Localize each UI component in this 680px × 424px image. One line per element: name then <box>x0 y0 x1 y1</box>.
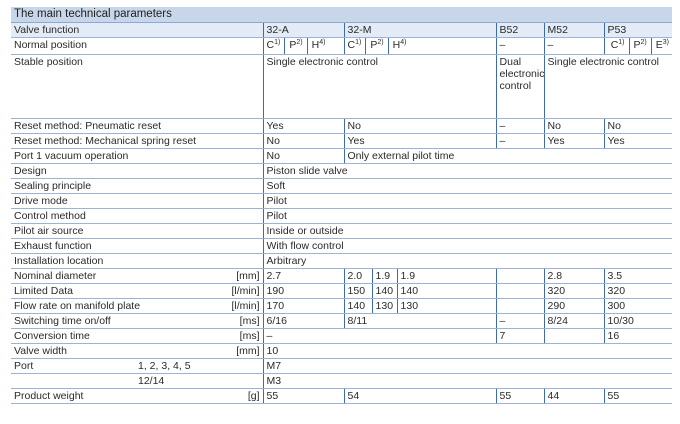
cell: 170 <box>263 299 344 314</box>
table-row <box>11 194 672 209</box>
cell: No <box>263 134 344 149</box>
table-row <box>11 299 672 314</box>
cell: 7 <box>496 329 544 344</box>
row-label: Drive mode <box>11 194 263 209</box>
cell: Only external pilot time <box>344 149 672 164</box>
cell: 130 <box>372 299 397 314</box>
unit: [l/min] <box>221 299 263 314</box>
cell: No <box>544 119 604 134</box>
cell <box>496 299 544 314</box>
cell: 10/30 <box>604 314 672 329</box>
cell: 130 <box>397 299 496 314</box>
cell: No <box>263 149 344 164</box>
cell: 55 <box>604 389 672 404</box>
cell: – <box>496 119 544 134</box>
cell: 290 <box>544 299 604 314</box>
cell <box>544 329 604 344</box>
table-row <box>11 374 672 389</box>
table-row <box>11 149 672 164</box>
unit: [ms] <box>221 329 263 344</box>
cell: Yes <box>344 134 496 149</box>
cell: 1.9 <box>372 269 397 284</box>
sheet-title: The main technical parameters <box>11 7 672 23</box>
cell: Yes <box>604 134 672 149</box>
row-label: Stable position <box>11 55 263 119</box>
cell: Inside or outside <box>263 224 672 239</box>
col-header-m52: M52 <box>544 23 604 38</box>
table-row <box>11 179 672 194</box>
row-label: Reset method: Pneumatic reset <box>11 119 263 134</box>
stable-32: Single electronic control <box>263 55 496 119</box>
parameters-table <box>11 23 672 404</box>
cell: 1.9 <box>397 269 496 284</box>
row-label: Port <box>11 359 135 374</box>
table-row <box>11 329 672 344</box>
cell: 44 <box>544 389 604 404</box>
cell: 16 <box>604 329 672 344</box>
table-row <box>11 359 672 374</box>
table-row <box>11 344 672 359</box>
row-label: Nominal diameter <box>11 269 221 284</box>
unit: [g] <box>221 389 263 404</box>
normal-position-32m: $C^{1)}$ $P^{2)}$ $H^{4)}$ <box>344 38 496 55</box>
cell: No <box>344 119 496 134</box>
table-row <box>11 224 672 239</box>
table-row <box>11 254 672 269</box>
table-row <box>11 284 672 299</box>
row-label: Normal position <box>11 38 263 55</box>
cell: 140 <box>372 284 397 299</box>
technical-parameters-sheet <box>11 7 672 404</box>
table-row <box>11 239 672 254</box>
row-label: Design <box>11 164 263 179</box>
table-row <box>11 38 672 55</box>
cell: 190 <box>263 284 344 299</box>
row-label: Pilot air source <box>11 224 263 239</box>
row-label <box>11 374 135 389</box>
cell: 320 <box>544 284 604 299</box>
cell: 6/16 <box>263 314 344 329</box>
normal-position-p53: $C^{1)}$ $P^{2)}$ $E^{3)}$ <box>604 38 672 55</box>
cell: 10 <box>263 344 672 359</box>
cell: Soft <box>263 179 672 194</box>
row-label: Exhaust function <box>11 239 263 254</box>
table-row <box>11 164 672 179</box>
cell: 8/11 <box>344 314 496 329</box>
table-row <box>11 55 672 119</box>
cell <box>496 269 544 284</box>
cell: Piston slide valve <box>263 164 672 179</box>
cell: Pilot <box>263 209 672 224</box>
row-label: Control method <box>11 209 263 224</box>
row-label: Reset method: Mechanical spring reset <box>11 134 263 149</box>
table-row <box>11 314 672 329</box>
sub-label: 1, 2, 3, 4, 5 <box>135 359 263 374</box>
row-label: Conversion time <box>11 329 221 344</box>
cell: 54 <box>344 389 496 404</box>
cell: – <box>263 329 496 344</box>
cell: 8/24 <box>544 314 604 329</box>
normal-position-m52: – <box>544 38 604 55</box>
cell: 55 <box>496 389 544 404</box>
col-header-32a: 32-A <box>263 23 344 38</box>
cell: Yes <box>263 119 344 134</box>
table-row <box>11 389 672 404</box>
cell: 320 <box>604 284 672 299</box>
row-label: Flow rate on manifold plate <box>11 299 221 314</box>
unit: [ms] <box>221 314 263 329</box>
row-label: Port 1 vacuum operation <box>11 149 263 164</box>
cell: 3.5 <box>604 269 672 284</box>
col-header-p53: P53 <box>604 23 672 38</box>
unit: [mm] <box>221 344 263 359</box>
table-row <box>11 23 672 38</box>
table-row <box>11 119 672 134</box>
row-label: Switching time on/off <box>11 314 221 329</box>
normal-position-32a: $C^{1)}$ $P^{2)}$ $H^{4)}$ <box>263 38 344 55</box>
cell: 2.8 <box>544 269 604 284</box>
table-row <box>11 209 672 224</box>
cell: 150 <box>344 284 372 299</box>
cell: Pilot <box>263 194 672 209</box>
row-label: Product weight <box>11 389 221 404</box>
unit: [mm] <box>221 269 263 284</box>
table-row <box>11 269 672 284</box>
cell: With flow control <box>263 239 672 254</box>
cell: 140 <box>344 299 372 314</box>
cell: M7 <box>263 359 672 374</box>
cell: 2.0 <box>344 269 372 284</box>
cell: 300 <box>604 299 672 314</box>
cell: No <box>604 119 672 134</box>
cell: 2.7 <box>263 269 344 284</box>
cell: 55 <box>263 389 344 404</box>
cell: Yes <box>544 134 604 149</box>
stable-m52-p53: Single electronic control <box>544 55 672 119</box>
cell: 140 <box>397 284 496 299</box>
unit: [l/min] <box>221 284 263 299</box>
col-header-32m: 32-M <box>344 23 496 38</box>
row-label: Valve width <box>11 344 221 359</box>
table-row <box>11 134 672 149</box>
col-header-b52: B52 <box>496 23 544 38</box>
stable-b52: Dual electronic control <box>496 55 544 119</box>
cell: – <box>496 314 544 329</box>
row-label: Installation location <box>11 254 263 269</box>
row-label: Sealing principle <box>11 179 263 194</box>
cell: Arbitrary <box>263 254 672 269</box>
sub-label: 12/14 <box>135 374 263 389</box>
normal-position-b52: – <box>496 38 544 55</box>
row-label: Limited Data <box>11 284 221 299</box>
cell: M3 <box>263 374 672 389</box>
cell: – <box>496 134 544 149</box>
cell <box>496 284 544 299</box>
row-label: Valve function <box>11 23 263 38</box>
